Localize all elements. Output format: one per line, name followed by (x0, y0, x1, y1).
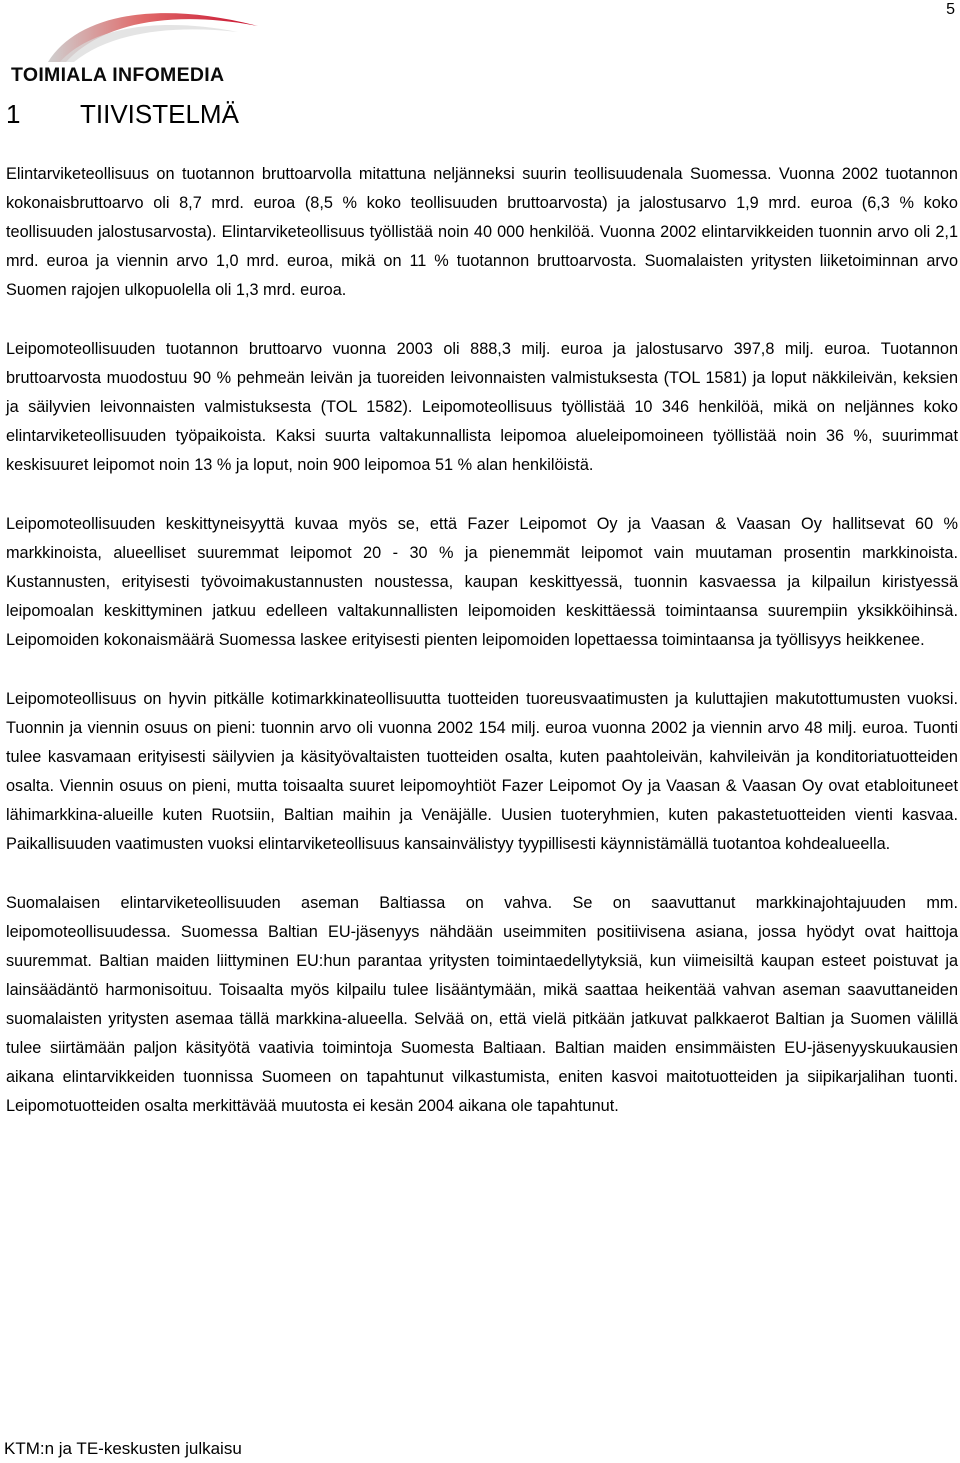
section-number: 1 (6, 99, 21, 129)
paragraph: Elintarviketeollisuus on tuotannon bruttoarvolla mitattuna neljänneksi suurin teollisuudenala Suomessa. Vuonna 2002 tuotannon kokonaisbruttoarvo oli 8,7 mrd. euroa (8,5 % koko teollisuuden bruttoarvosta) ja jalostusarvo 1,9 mrd. euroa (6,3 % koko teollisuuden jalostusarvosta). Elintarviketeollisuus työllistää noin 40 000 henkilöä. Vuonna 2002 elintarvikkeiden tuonnin arvo oli 2,1 mrd. euroa ja viennin arvo 1,0 mrd. euroa, mikä on 11 % tuotannon bruttoarvosta. Suomalaisten yritysten liiketoiminnan arvo Suomen rajojen ulkopuolella oli 1,3 mrd. euroa. (6, 165, 958, 299)
paragraph: Leipomoteollisuuden tuotannon bruttoarvo vuonna 2003 oli 888,3 milj. euroa ja jalostusarvo 397,8 milj. euroa. Tuotannon bruttoarvosta muodostuu 90 % pehmeän leivän ja tuoreiden leivonnaisten valmistuksesta (TOL 1581) ja loput näkkileivän, keksien ja säilyvien leivonnaisten valmistuksesta (TOL 1582). Leipomoteollisuus työllistää 10 346 henkilöä, mikä on neljännes koko elintarviketeollisuuden työpaikoista. Kaksi suurta valtakunnallista leipomoa alueleipomoineen työllistää noin 36 %, suurimmat keskisuuret leipomot noin 13 % ja loput, noin 900 leipomoa 51 % alan henkilöistä. (6, 340, 958, 474)
page-number: 5 (946, 1, 955, 18)
section-title: TIIVISTELMÄ (80, 99, 239, 129)
paragraph: Leipomoteollisuus on hyvin pitkälle kotimarkkinateollisuutta tuotteiden tuoreusvaatimusten ja kuluttajien makutottumusten vuoksi. Tuonnin ja viennin osuus on pieni: tuonnin arvo oli vuonna 2002 154 milj. euroa vuonna 2002 ja viennin arvo 48 milj. euroa. Tuonti tulee kasvamaan erityisesti säilyvien ja käsityövaltaisten tuotteiden osalta, kuten paahtoleivän, kahvileivän ja konditoriatuotteiden osalta. Viennin osuus on pieni, mutta toisaalta suuret leipomoyhtiöt Fazer Leipomot Oy ja Vaasan & Vaasan Oy ovat etabloituneet lähimarkkina-alueille kuten Ruotsiin, Baltian maihin ja Venäjälle. Uusien tuoteryhmien, kuten pakastetuotteiden vienti kasvaa. Paikallisuuden vaatimusten vuoksi elintarviketeollisuus kansainvälistyy tyypillisesti käynnistämällä tuotantoa kohdealueella. (6, 690, 958, 853)
summary-body (6, 160, 958, 1151)
footer-publisher: KTM:n ja TE-keskusten julkaisu (4, 1439, 242, 1458)
section-heading (6, 96, 239, 132)
logo-wordmark: TOIMIALA INFOMEDIA (11, 64, 225, 86)
paragraph: Suomalaisen elintarviketeollisuuden aseman Baltiassa on vahva. Se on saavuttanut markkinajohtajuuden mm. leipomoteollisuudessa. Suomessa Baltian EU-jäsenyys nähdään useimmiten positiivisena asiana, jossa hyödyt ovat haittoja suuremmat. Baltian maiden liittyminen EU:hun parantaa yritysten toimintaedellytyksiä, kun viimeisiltä kaupan esteet poistuvat ja lainsäädäntö harmonisoituu. Toisaalta myös kilpailu tulee lisääntymään, mikä saattaa heikentää vahvan aseman saavuttaneiden suomalaisten yritysten asemaa tällä markkina-alueella. Selvää on, että vielä pitkään jatkuvat palkkaerot Baltian ja Suomen välillä tulee siirtämään paljon käsityötä vaativia toimintoja Suomesta Baltiaan. Baltian maiden ensimmäisten EU-jäsenyyskuukausien aikana elintarvikkeiden tuonnissa Suomeen on tapahtunut vilkastumista, eniten kasvoi maitotuotteiden ja siipikarjalihan tuonti. Leipomotuotteiden osalta merkittävää muutosta ei kesän 2004 aikana ole tapahtunut. (6, 894, 958, 1115)
toimiala-infomedia-logo (8, 4, 268, 86)
logo-swoosh-graphic (8, 4, 268, 66)
paragraph: Leipomoteollisuuden keskittyneisyyttä kuvaa myös se, että Fazer Leipomot Oy ja Vaasan & Vaasan Oy hallitsevat 60 % markkinoista, alueelliset suuremmat leipomot 20 - 30 % ja pienemmät leipomot vain muutaman prosentin markkinoista. Kustannusten, erityisesti työvoimakustannusten noustessa, kaupan keskittyessä, tuonnin kasvaessa ja kilpailun kiristyessä leipomoalan keskittyminen jatkuu edelleen valtakunnallisten leipomoiden keskittäessä toimintaansa suurempiin yksikköihinsä. Leipomoiden kokonaismäärä Suomessa laskee erityisesti pienten leipomoiden lopettaessa toimintaansa ja työllisyys heikkenee. (6, 515, 958, 649)
